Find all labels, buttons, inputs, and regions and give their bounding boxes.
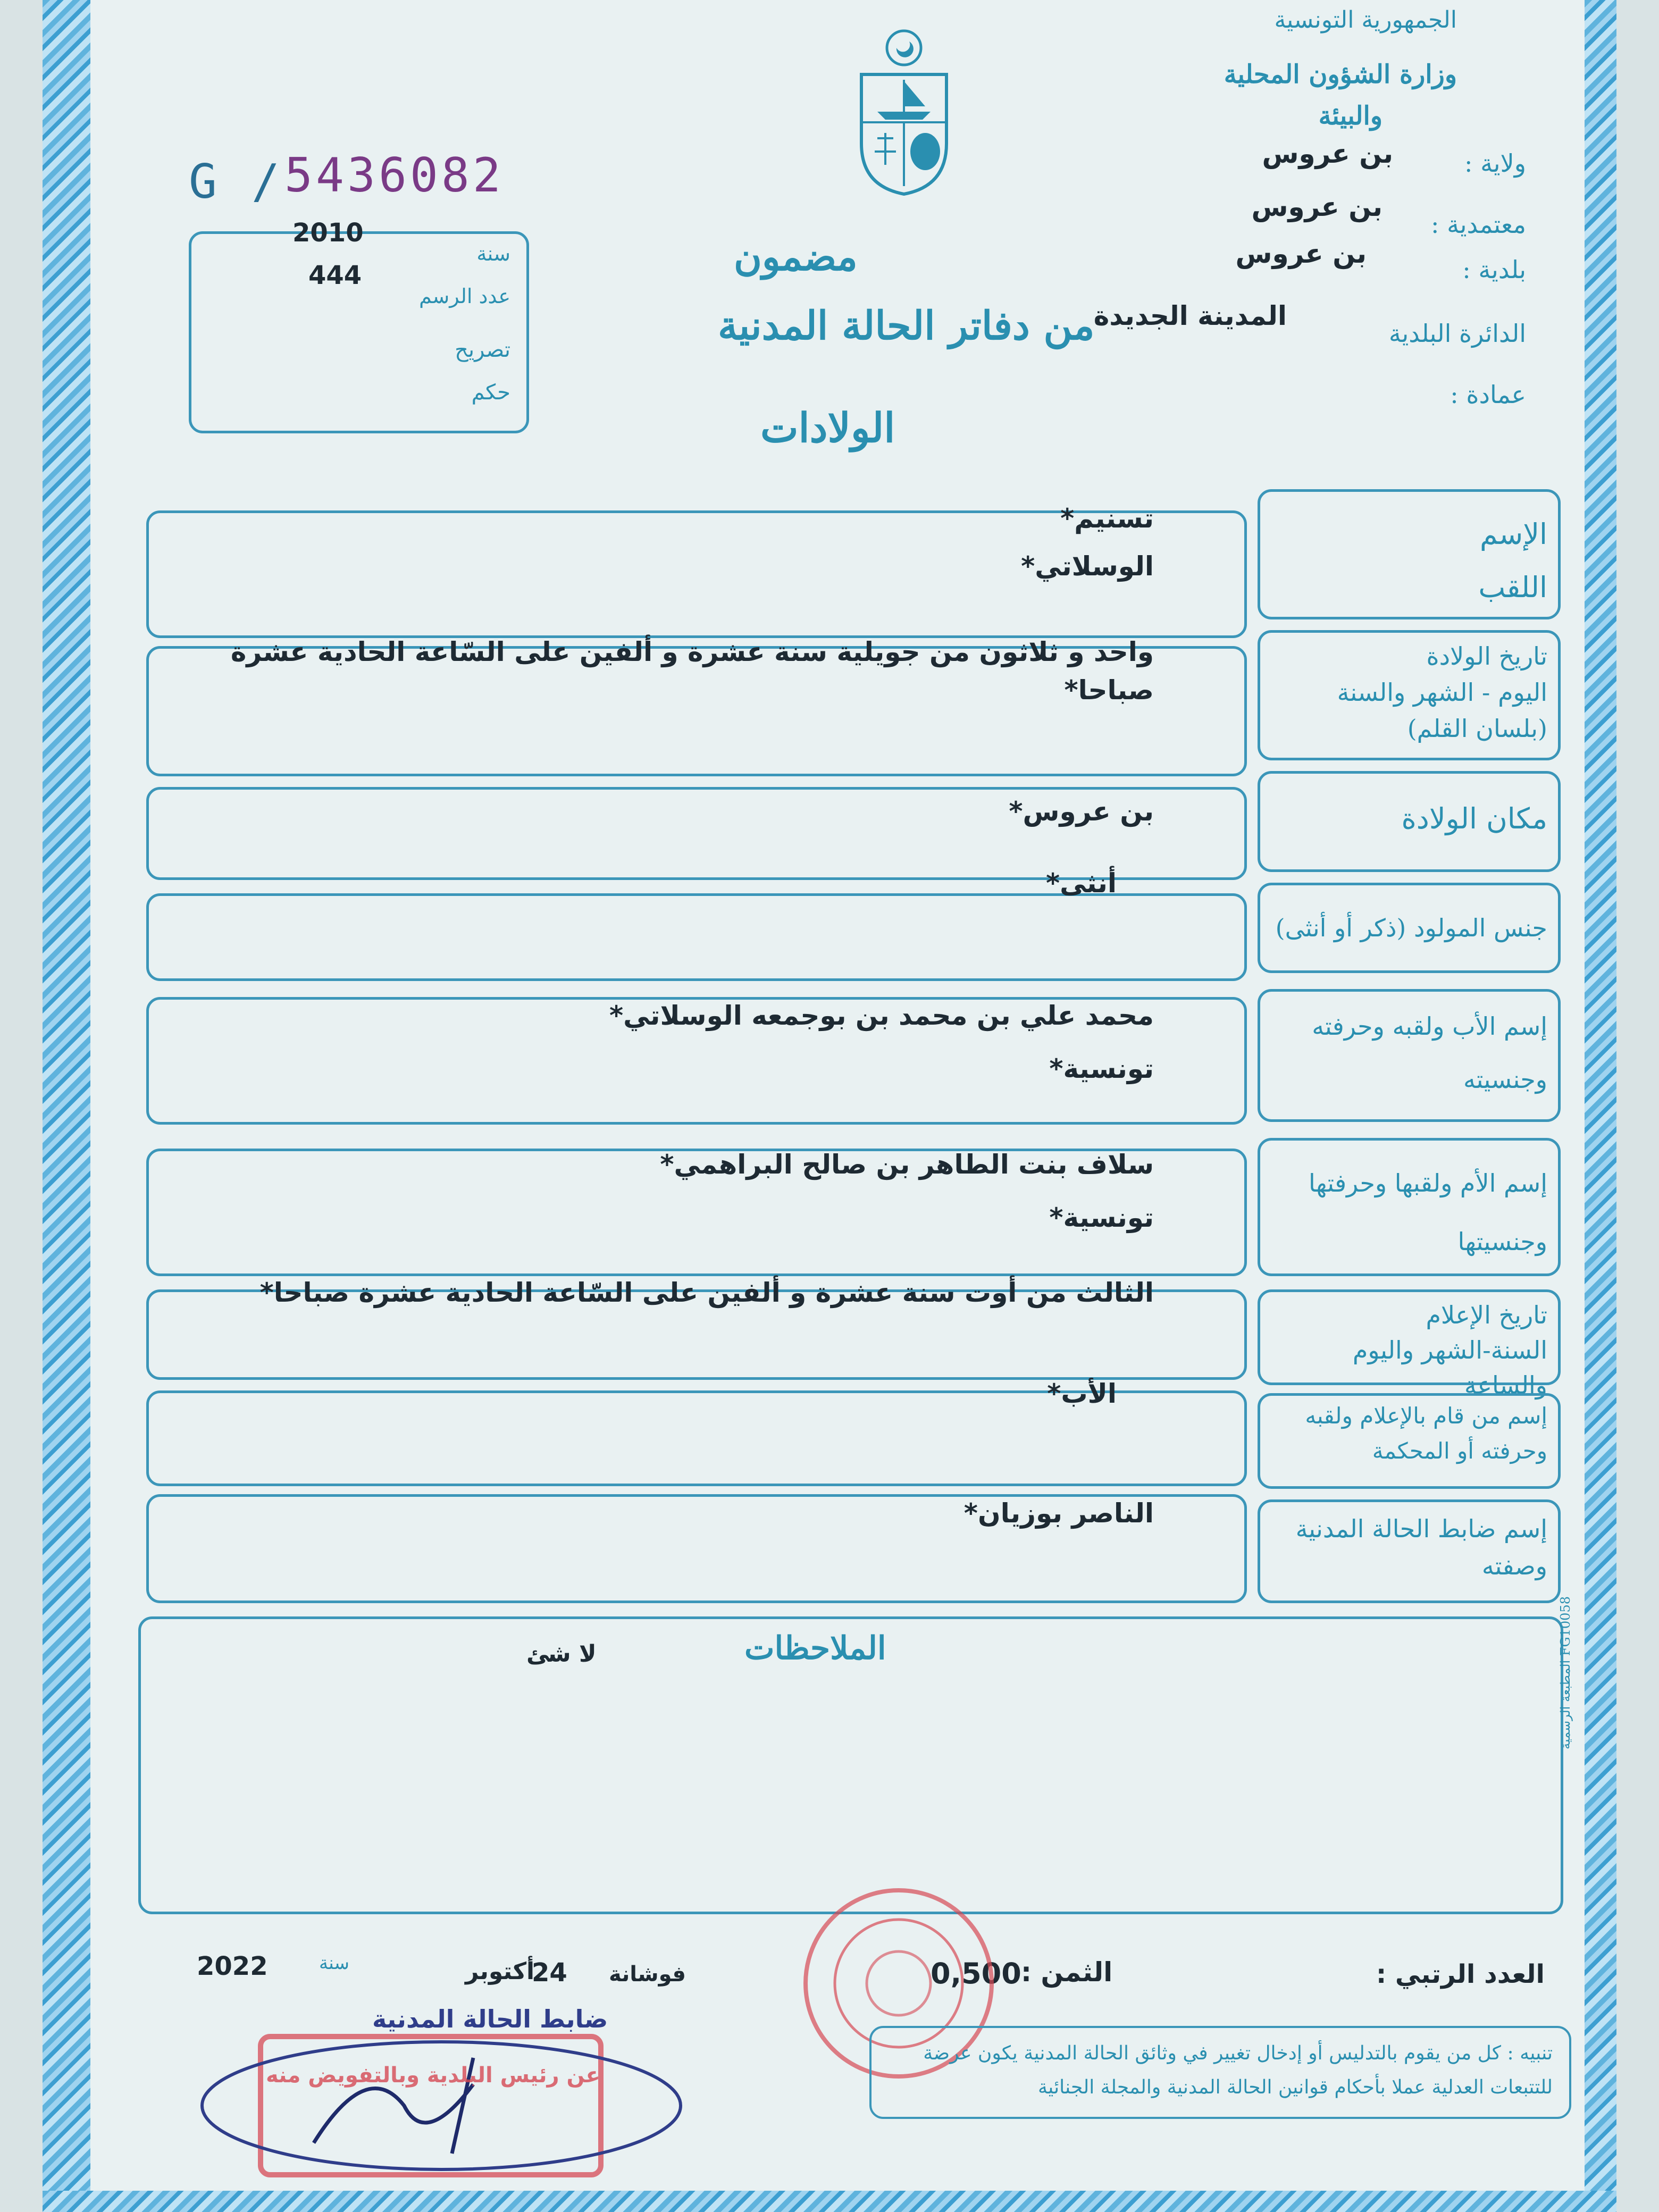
field-label-name: الإسم اللقب (1478, 517, 1547, 604)
field-label-declaration-date: تاريخ الإعلام السنة-الشهر واليوم والساعة (1352, 1301, 1547, 1400)
delegation-label: معتمدية : (1430, 210, 1526, 239)
imada-label: عمادة : (1450, 380, 1526, 409)
field-value-father: محمد علي بن محمد بن بوجمعه الوسلاتي* تونسية* (609, 1000, 1154, 1084)
price-label: الثمن : (1021, 1957, 1113, 1988)
field-label-mother: إسم الأم ولقبها وحرفتها وجنسيتها (1308, 1169, 1547, 1256)
republic-name: الجمهورية التونسية (1274, 6, 1457, 33)
field-value-officer: الناصر بوزيان* (963, 1498, 1154, 1529)
delegation-value: بن عروس (1251, 191, 1382, 222)
birth-certificate-page (43, 0, 1616, 2212)
decorative-border-right (1585, 0, 1616, 2212)
field-value-birth-date: واحد و ثلاثون من جويلية سنة عشرة و ألفين على السّاعة الحادية عشرة صباحا* (230, 636, 1154, 706)
title-line1: مضمون (734, 234, 858, 279)
record-year-label: سنة (476, 242, 510, 265)
ministry-line2: والبيئة (1318, 101, 1382, 131)
serial-prefix: G / (189, 154, 283, 209)
district-value: المدينة الجديدة (1093, 300, 1287, 331)
field-value-box (146, 893, 1247, 981)
issue-day: 24 (532, 1958, 567, 1988)
record-year-value: 2010 (292, 218, 364, 248)
field-value-mother: سلاف بنت الطاهر بن صالح البراهمي* تونسية* (660, 1149, 1154, 1233)
remarks-value: لا شئ (526, 1640, 597, 1668)
serial-label: العدد الرتبي : (1376, 1959, 1545, 1989)
stamp-text: عن رئيس البلدية وبالتفويض منه (266, 2063, 600, 2088)
field-value-sex: أنثى* (1045, 868, 1117, 899)
field-value-name: تسنيم* الوسلاتي* (1021, 503, 1154, 582)
district-label: الدائرة البلدية (1388, 319, 1526, 348)
judgment-label: حكم (471, 380, 510, 405)
notice-text: تنبيه : كل من يقوم بالتدليس أو إدخال تغيير في وثائق الحالة المدنية يكون عرضة للتتبعات العدلية عملا بأحكام قوانين الحالة المدنية والمجلة الجنائية (923, 2042, 1553, 2098)
field-label-officer: إسم ضابط الحالة المدنية وصفته (1295, 1514, 1547, 1580)
officer-stamp-icon (175, 2026, 697, 2185)
officer-title: ضابط الحالة المدنية (372, 2005, 608, 2033)
wilaya-value: بن عروس (1262, 138, 1393, 169)
field-label-birth-place: مكان الولادة (1401, 802, 1547, 835)
field-value-declaration-date: الثالث من أوت سنة عشرة و ألفين على السّاعة الحادية عشرة صباحا* (259, 1277, 1154, 1308)
title-line2: من دفاتر الحالة المدنية (718, 303, 1095, 349)
price-value: 0,500 (931, 1957, 1021, 1990)
field-value-declarant: الأب* (1047, 1378, 1117, 1409)
field-label-birth-date: تاريخ الولادة اليوم - الشهر والسنة (بلسان القلم) (1337, 642, 1547, 743)
field-value-birth-place: بن عروس* (1009, 796, 1154, 827)
wilaya-label: ولاية : (1464, 149, 1526, 178)
record-number-value: 444 (308, 261, 362, 290)
ministry-line1: وزارة الشؤون المحلية (1224, 60, 1457, 89)
field-label-declarant: إسم من قام بالإعلام ولقبه وحرفته أو المحكمة (1305, 1403, 1547, 1464)
field-label-father: إسم الأب ولقبه وحرفته وجنسيته (1312, 1012, 1547, 1094)
serial-number: 5436082 (284, 148, 504, 203)
side-print-mark: المطبعة الرسمية FG10058 (1558, 1596, 1573, 1749)
municipality-label: بلدية : (1462, 255, 1526, 284)
issue-year-label: سنة (319, 1953, 349, 1974)
issue-year-value: 2022 (197, 1951, 268, 1981)
issue-month: أكتوبر (465, 1958, 535, 1985)
decorative-border-left (43, 0, 90, 2212)
section-title: الولادات (760, 404, 895, 451)
coat-of-arms-icon (845, 27, 962, 197)
record-number-label: عدد الرسم (419, 284, 510, 308)
remarks-label: الملاحظات (744, 1630, 886, 1667)
declaration-label: تصريح (455, 338, 510, 362)
field-label-sex: جنس المولود (ذكر أو أنثى) (1275, 914, 1547, 942)
issue-place: فوشانة (609, 1962, 686, 1987)
decorative-border-bottom (43, 2191, 1616, 2212)
municipality-value: بن عروس (1235, 238, 1367, 269)
